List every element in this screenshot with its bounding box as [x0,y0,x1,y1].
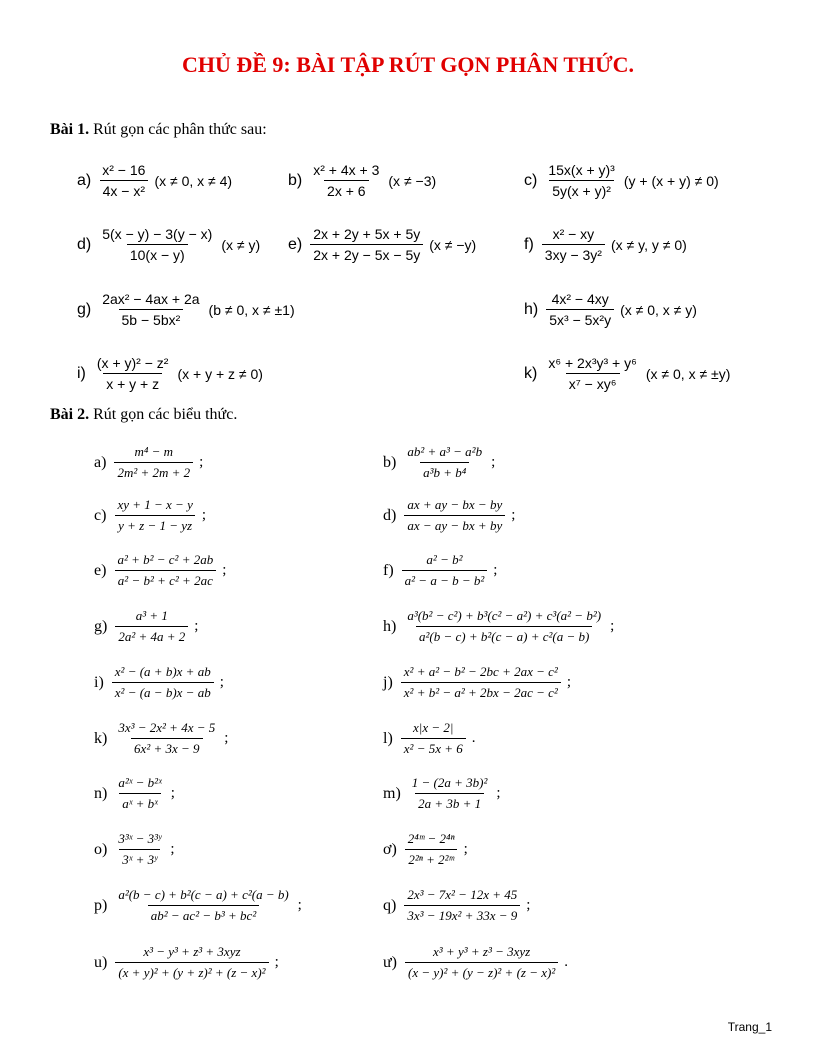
fraction [545,162,618,199]
denominator: ab² − ac² − b³ + bc² [148,905,259,924]
denominator: y + z − 1 − yz [115,515,195,534]
fraction [115,608,188,645]
condition: (x ≠ y, y ≠ 0) [610,236,687,253]
item-label: k) [524,364,538,382]
terminator: ; [566,674,571,690]
numerator: a³(b² − c²) + b³(c² − a²) + c³(a² − b²) [407,608,602,623]
condition: (x ≠ −y) [429,236,477,253]
terminator: ; [491,454,496,470]
numerator: x|x − 2| [413,720,454,735]
denominator: a² − b² + c² + 2ac [115,570,216,589]
terminator: ; [222,562,227,578]
numerator: 15x(x + y)³ [548,162,615,178]
item-label: g) [94,617,108,635]
exercise-2-item [383,720,476,757]
item-label: c) [524,171,538,189]
terminator: . [471,730,476,746]
denominator: 10(x − y) [127,244,188,263]
denominator: a²(b − c) + b²(c − a) + c²(a − b) [416,626,592,645]
fraction [405,944,558,981]
fraction [542,226,605,263]
exercise-2-item [94,775,175,812]
fraction [409,775,491,812]
terminator: ; [297,897,302,913]
condition: (x ≠ 0, x ≠ 4) [154,172,233,189]
item-label: i) [77,364,86,382]
terminator: ; [496,785,501,801]
exercise-1-item [77,162,232,199]
denominator: aˣ + bˣ [119,793,161,812]
exercise-1-heading [50,121,267,139]
terminator: ; [170,785,175,801]
denominator: ax − ay − bx + by [404,515,505,534]
numerator: a² + b² − c² + 2ab [117,552,214,567]
item-label: q) [383,896,397,914]
denominator: 4x − x² [100,180,148,199]
exercise-1-item [77,291,295,328]
terminator: . [564,954,568,970]
exercise-2-heading [50,406,237,424]
denominator: x⁷ − xy⁶ [566,373,620,392]
fraction [310,226,423,263]
denominator: (x − y)² + (y − z)² + (z − x)² [405,962,558,981]
numerator: x² − 16 [102,162,146,178]
fraction [99,162,148,199]
terminator: ; [219,674,224,690]
denominator: x² − (a − b)x − ab [112,682,214,701]
item-label: b) [383,453,397,471]
numerator: ab² + a³ − a²b [407,444,483,459]
denominator: 2²ⁿ + 2²ᵐ [405,849,457,868]
item-label: a) [94,453,107,471]
fraction [115,944,268,981]
exercise-1-item [288,162,436,199]
denominator: a³b + b⁴ [420,462,469,481]
fraction [405,831,458,868]
denominator: 5b − 5bx² [119,309,184,328]
denominator: 2a + 3b + 1 [415,793,484,812]
fraction [404,497,505,534]
exercise-2-item [383,552,497,589]
fraction [545,355,640,392]
numerator: 4x² − 4xy [551,291,609,307]
item-label: c) [94,506,107,524]
denominator: 3ˣ + 3ʸ [119,849,160,868]
exercise-2-item [94,608,198,645]
terminator: ; [201,507,207,523]
item-label: i) [94,673,104,691]
item-label: e) [288,235,303,253]
numerator: a³ + 1 [135,608,168,623]
terminator: ; [170,841,175,857]
item-label: p) [94,896,108,914]
fraction [99,226,215,263]
item-label: h) [383,617,397,635]
condition: (x ≠ −3) [388,172,437,189]
numerator: xy + 1 − x − y [117,497,193,512]
numerator: 2x³ − 7x² − 12x + 45 [407,887,518,902]
numerator: 5(x − y) − 3(y − x) [102,226,213,242]
item-label: o) [94,840,108,858]
fraction [115,887,291,924]
condition: (y + (x + y) ≠ 0) [623,172,719,189]
condition: (x ≠ 0, x ≠ ±y) [645,365,731,382]
fraction [404,887,520,924]
exercise-2-item [94,720,228,757]
fraction [404,444,485,481]
fraction [115,831,164,868]
denominator: 2a² + 4a + 2 [115,626,188,645]
numerator: 3x³ − 2x² + 4x − 5 [118,720,216,735]
exercise-1-text: Rút gọn các phân thức sau: [89,121,267,138]
item-label: j) [383,673,393,691]
numerator: x² − (a + b)x + ab [114,664,211,679]
exercise-2-item [383,775,501,812]
numerator: a²(b − c) + b²(c − a) + c²(a − b) [118,887,289,902]
denominator: x + y + z [103,373,162,392]
numerator: ax + ay − bx − by [407,497,503,512]
numerator: 2x + 2y + 5x + 5y [313,226,421,242]
item-label: f) [383,561,394,579]
denominator: 2x + 6 [324,180,369,199]
exercise-2-item [94,944,279,981]
exercise-2-item [383,497,515,534]
numerator: 1 − (2a + 3b)² [411,775,488,790]
exercise-1-item [524,226,687,263]
terminator: ; [274,954,279,970]
exercise-2-item [94,887,302,924]
numerator: 2ax² − 4ax + 2a [102,291,200,307]
exercise-2-item [383,664,571,701]
exercise-2-item [383,944,568,981]
numerator: 2⁴ᵐ − 2⁴ⁿ [407,831,455,846]
item-label: m) [383,784,401,802]
denominator: 3x³ − 19x² + 33x − 9 [404,905,520,924]
numerator: a²ˣ − b²ˣ [118,775,162,790]
item-label: f) [524,235,534,253]
exercise-1-item [524,291,697,328]
denominator: 3xy − 3y² [542,244,605,263]
page-title: CHỦ ĐỀ 9: BÀI TẬP RÚT GỌN PHÂN THỨC. [181,52,635,77]
exercise-2-label: Bài 2. [50,406,90,423]
exercise-2-item [94,664,224,701]
item-label: g) [77,300,92,318]
numerator: a² − b² [426,552,463,567]
numerator: x² − xy [552,226,595,242]
denominator: 2x + 2y − 5x − 5y [310,244,423,263]
condition: (x ≠ y) [221,236,261,253]
numerator: 3³ˣ − 3³ʸ [118,831,162,846]
terminator: ; [194,618,199,634]
fraction [404,608,604,645]
terminator: ; [463,841,468,857]
fraction [94,355,172,392]
denominator: 2m² + 2m + 2 [114,462,193,481]
denominator: (x + y)² + (y + z)² + (z − x)² [115,962,268,981]
numerator: m⁴ − m [134,444,174,459]
item-label: b) [288,171,303,189]
fraction [112,664,214,701]
exercise-2-item [94,552,226,589]
numerator: x⁶ + 2x³y³ + y⁶ [548,355,637,371]
condition: (x + y + z ≠ 0) [177,365,263,382]
exercise-1-item [77,355,263,392]
denominator: x² − 5x + 6 [401,738,466,757]
fraction [115,775,164,812]
exercise-2-item [94,444,203,481]
numerator: (x + y)² − z² [96,355,169,371]
exercise-1-item [77,226,260,263]
exercise-2-item [383,831,468,868]
fraction [310,162,382,199]
page-number: Trang_1 [727,1020,772,1034]
fraction [114,497,195,534]
terminator: ; [493,562,498,578]
numerator: x² + 4x + 3 [313,162,380,178]
terminator: ; [224,730,229,746]
exercise-2-item [383,608,614,645]
exercise-1-item [524,162,719,199]
item-label: n) [94,784,108,802]
exercise-2-item [383,887,530,924]
item-label: k) [94,729,108,747]
terminator: ; [526,897,531,913]
condition: (x ≠ 0, x ≠ y) [620,301,697,318]
numerator: x³ − y³ + z³ + 3xyz [143,944,241,959]
fraction [114,444,193,481]
denominator: 5x³ − 5x²y [546,309,614,328]
fraction [115,720,218,757]
exercise-2-item [94,831,175,868]
exercise-2-item [94,497,206,534]
denominator: 5y(x + y)² [549,180,614,199]
item-label: h) [524,300,539,318]
terminator: ; [511,507,516,523]
terminator: ; [199,454,204,470]
item-label: e) [94,561,107,579]
numerator: x³ + y³ + z³ − 3xyz [433,944,531,959]
fraction [114,552,216,589]
item-label: a) [77,171,92,189]
exercise-1-label: Bài 1. [50,121,90,138]
fraction [546,291,614,328]
item-label: ư) [383,953,397,971]
fraction [402,552,488,589]
terminator: ; [610,618,615,634]
item-label: ơ) [383,840,397,858]
item-label: d) [77,235,92,253]
condition: (b ≠ 0, x ≠ ±1) [208,301,295,318]
fraction [99,291,202,328]
exercise-2-text: Rút gọn các biểu thức. [89,406,238,423]
item-label: u) [94,953,108,971]
numerator: x² + a² − b² − 2bc + 2ax − c² [403,664,558,679]
fraction [401,664,561,701]
exercise-2-item [383,444,495,481]
item-label: d) [383,506,397,524]
denominator: 6x² + 3x − 9 [131,738,202,757]
exercise-1-item [288,226,476,263]
exercise-1-item [524,355,730,392]
denominator: x² + b² − a² + 2bx − 2ac − c² [401,682,561,701]
fraction [401,720,466,757]
item-label: l) [383,729,393,747]
denominator: a² − a − b − b² [402,570,488,589]
